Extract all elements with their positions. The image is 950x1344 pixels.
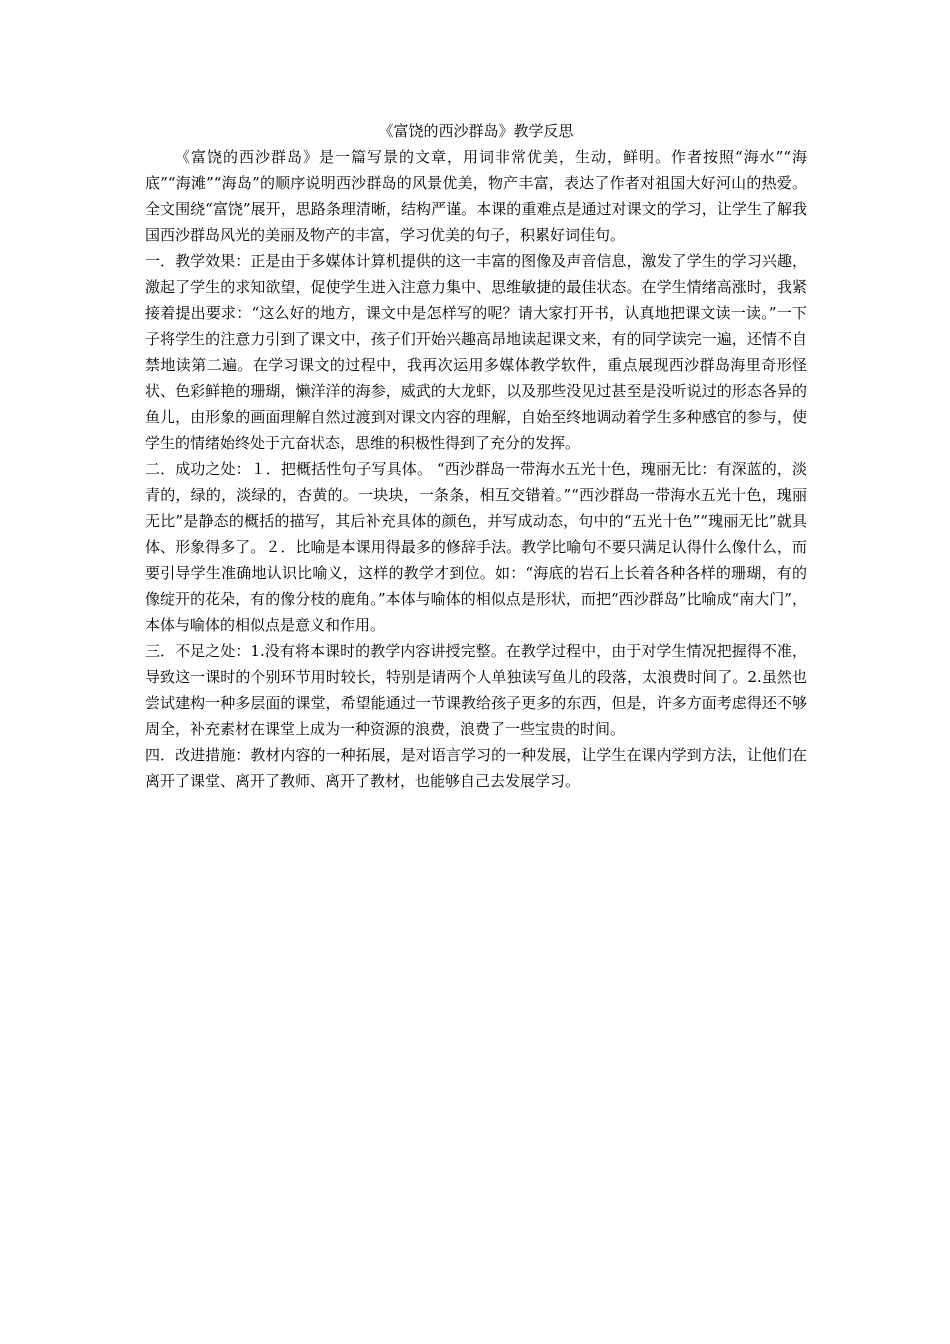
section-successes: 二．成功之处：１．把概括性句子写具体。 “西沙群岛一带海水五光十色，瑰丽无比：有深蓝的，淡青的，绿的，淡绿的，杏黄的。一块块，一条条，相互交错着。”“西沙群岛一带海水五光十色，瑰丽无比”是静态的概括的描写，其后补充具体的颜色，并写成动态，句中的“五光十色”“瑰丽无比”就具体、形象得多了。２．比喻是本课用得最多的修辞手法。教学比喻句不要只满足认得什么像什么，而要引导学生准确地认识比喻义，这样的教学才到位。如：“海底的岩石上长着各种各样的珊瑚，有的像绽开的花朵，有的像分枝的鹿角。”本体与喻体的相似点是形状，而把“西沙群岛”比喻成“南大门”，本体与喻体的相似点是意义和作用。 [145,460,807,634]
intro-paragraph: 《富饶的西沙群岛》是一篇写景的文章，用词非常优美，生动，鲜明。作者按照“海水”“海底”“海滩”“海岛”的顺序说明西沙群岛的风景优美，物产丰富，表达了作者对祖国大好河山的热爱。全文围绕“富饶”展开，思路条理清晰，结构严谨。本课的重难点是通过对课文的学习，让学生了解我国西沙群岛风光的美丽及物产的丰富，学习优美的句子，积累好词佳句。 [145,148,807,244]
section-improvements: 四．改进措施：教材内容的一种拓展，是对语言学习的一种发展，让学生在课内学到方法，让他们在离开了课堂、离开了教师、离开了教材，也能够自己去发展学习。 [145,746,807,790]
section-shortcomings: 三．不足之处：1.没有将本课时的教学内容讲授完整。在教学过程中，由于对学生情况把握得不准，导致这一课时的个别环节用时较长，特别是请两个人单独读写鱼儿的段落，太浪费时间了。2.虽然也尝试建构一种多层面的课堂，希望能通过一节课教给孩子更多的东西，但是，许多方面考虑得还不够周全，补充素材在课堂上成为一种资源的浪费，浪费了一些宝贵的时间。 [145,642,807,738]
document-title: 《富饶的西沙群岛》教学反思 [378,122,574,140]
document-page [145,118,807,794]
section-teaching-effect: 一．教学效果：正是由于多媒体计算机提供的这一丰富的图像及声音信息，激发了学生的学习兴趣，激起了学生的求知欲望，促使学生进入注意力集中、思维敏捷的最佳状态。在学生情绪高涨时，我紧接着提出要求：“这么好的地方，课文中是怎样写的呢？请大家打开书，认真地把课文读一读。”一下子将学生的注意力引到了课文中，孩子们开始兴趣高昂地读起课文来，有的同学读完一遍，还情不自禁地读第二遍。在学习课文的过程中，我再次运用多媒体教学软件，重点展现西沙群岛海里奇形怪状、色彩鲜艳的珊瑚，懒洋洋的海参，威武的大龙虾，以及那些没见过甚至是没听说过的形态各异的鱼儿，由形象的画面理解自然过渡到对课文内容的理解，自始至终地调动着学生多种感官的参与，使学生的情绪始终处于亢奋状态，思维的积极性得到了充分的发挥。 [145,252,807,452]
